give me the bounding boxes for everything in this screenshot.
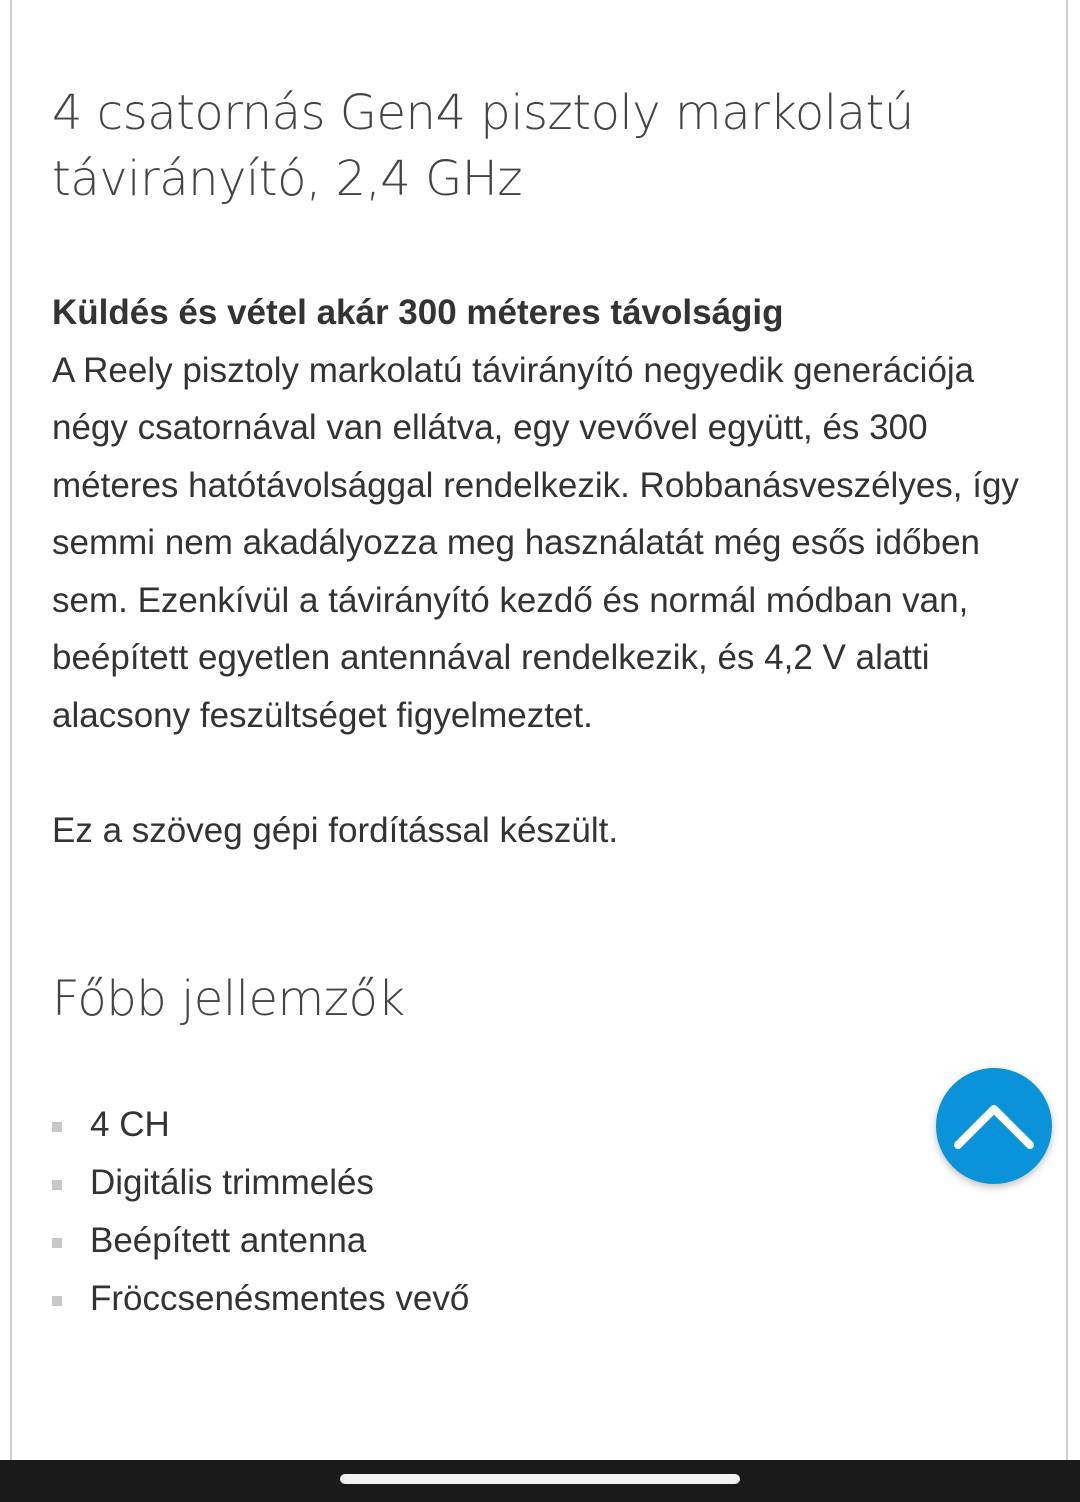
- product-description: [52, 284, 1032, 744]
- scroll-to-top-button[interactable]: [936, 1068, 1052, 1184]
- list-item: [52, 1270, 1032, 1328]
- description-body: A Reely pisztoly markolatú távirányító negyedik generációja négy csatornával van ellátva, egy vevővel együtt, és 300 méteres hatótávolsággal rendelkezik. Robbanásveszélyes, így semmi nem akadályozza meg használatát még esős időben sem. Ezenkívül a távirányító kezdő és normál módban van, beépített egyetlen antennával rendelkezik, és 4,2 V alatti alacsony feszültséget figyelmeztet.: [52, 350, 1019, 735]
- feature-label: 4 CH: [90, 1104, 170, 1144]
- translation-note: Ez a szöveg gépi fordítással készült.: [52, 811, 619, 850]
- features-title: Főbb jellemzők: [52, 970, 405, 1027]
- feature-list: [52, 1096, 1032, 1328]
- product-title-line1: 4 csatornás Gen4 pisztoly markolatú: [52, 85, 914, 141]
- bullet-icon: [52, 1238, 62, 1248]
- feature-label: Beépített antenna: [90, 1220, 367, 1260]
- feature-label: Digitális trimmelés: [90, 1162, 374, 1202]
- product-title: [52, 80, 1032, 212]
- list-item: [52, 1212, 1032, 1270]
- system-navigation-bar: [0, 1460, 1080, 1502]
- bullet-icon: [52, 1122, 62, 1132]
- list-item: [52, 1154, 1032, 1212]
- description-headline: Küldés és vétel akár 300 méteres távolságig: [52, 293, 784, 332]
- chevron-up-icon: [952, 1101, 1036, 1151]
- product-content: [52, 80, 1032, 1328]
- feature-label: Fröccsenésmentes vevő: [90, 1278, 470, 1318]
- product-title-line2: távirányító, 2,4 GHz: [52, 151, 523, 207]
- bullet-icon: [52, 1180, 62, 1190]
- home-gesture-handle[interactable]: [340, 1474, 740, 1484]
- list-item: [52, 1096, 1032, 1154]
- bullet-icon: [52, 1296, 62, 1306]
